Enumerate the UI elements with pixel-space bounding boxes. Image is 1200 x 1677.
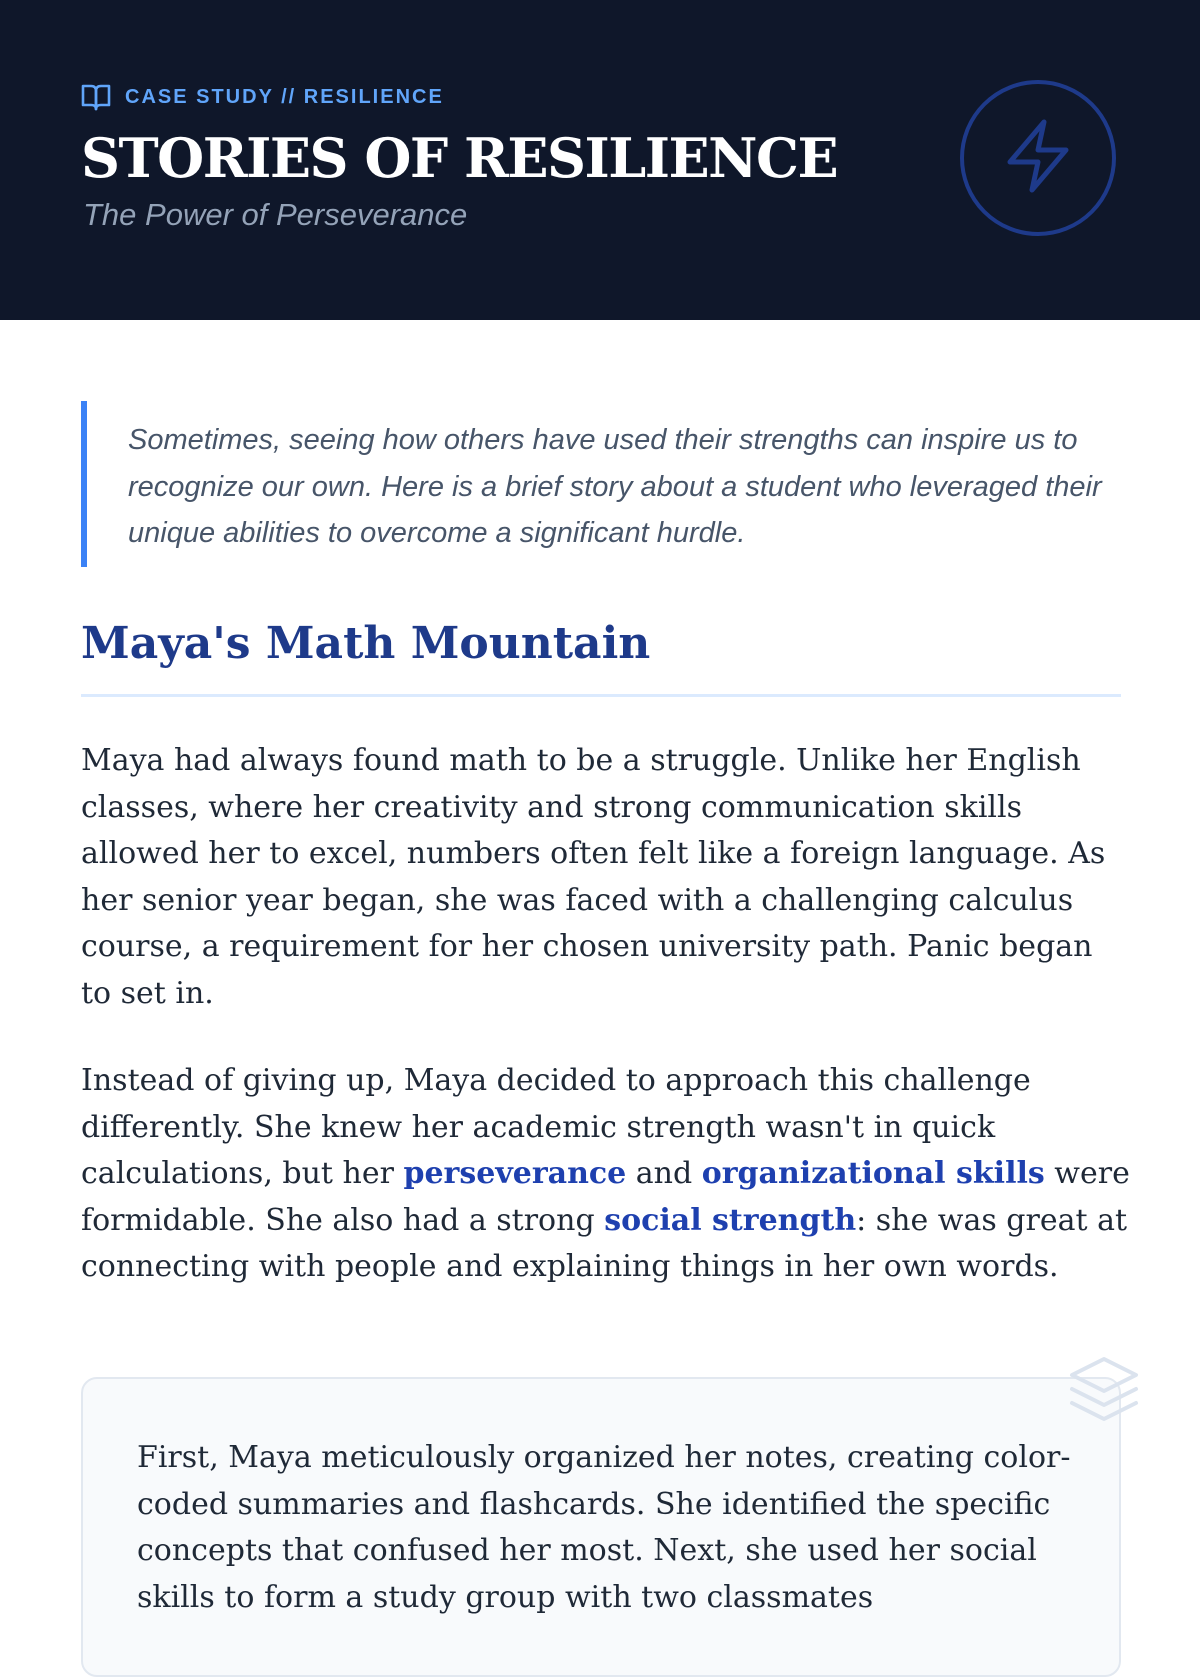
- callout-box: [81, 1377, 1121, 1677]
- paragraph-text: were formidable. She also had a strong: [81, 1156, 1130, 1238]
- page-subtitle: The Power of Perseverance: [83, 197, 468, 232]
- book-open-icon: [81, 83, 111, 111]
- story-paragraph-1: Maya had always found math to be a struggle. Unlike her English classes, where her creativity and strong communication skills allowed her to excel, numbers often felt like a foreign language. As her senior year began, she was faced with a challenging calculus course, a requirement for her chosen university path. Panic began to set in.: [81, 743, 1106, 1011]
- section-divider: [81, 694, 1121, 697]
- intro-quote: Sometimes, seeing how others have used their strengths can inspire us to recognize our own. Here is a brief story about a student who leveraged their unique abilities to overcome a significant hurdle.: [81, 401, 1121, 567]
- highlight-social-strength: social strength: [604, 1202, 857, 1238]
- callout-text: First, Maya meticulously organized her notes, creating color-coded summaries and flashcards. She identified the specific concepts that confused her most. Next, she used her social skills to form a study group with two classmates: [137, 1440, 1071, 1615]
- page-header: [0, 0, 1200, 320]
- story-paragraph-2: [81, 1058, 1131, 1291]
- lightning-bolt-icon: [1002, 118, 1074, 198]
- lightning-badge: [960, 80, 1116, 236]
- highlight-organizational-skills: organizational skills: [701, 1156, 1045, 1192]
- paragraph-text: Instead of giving up, Maya decided to approach this challenge differently. She knew her academic strength wasn't in quick calculations, but her: [81, 1063, 1031, 1192]
- paragraph-text: and: [626, 1156, 702, 1192]
- page-title: STORIES OF RESILIENCE: [81, 126, 838, 190]
- layers-icon: [1066, 1353, 1142, 1433]
- eyebrow-label: CASE STUDY // RESILIENCE: [125, 85, 444, 108]
- paragraph-text: : she was great at connecting with people and explaining things in her own words.: [81, 1202, 1128, 1285]
- eyebrow: [81, 83, 444, 111]
- section-title: Maya's Math Mountain: [81, 618, 651, 669]
- highlight-perseverance: perseverance: [403, 1156, 627, 1192]
